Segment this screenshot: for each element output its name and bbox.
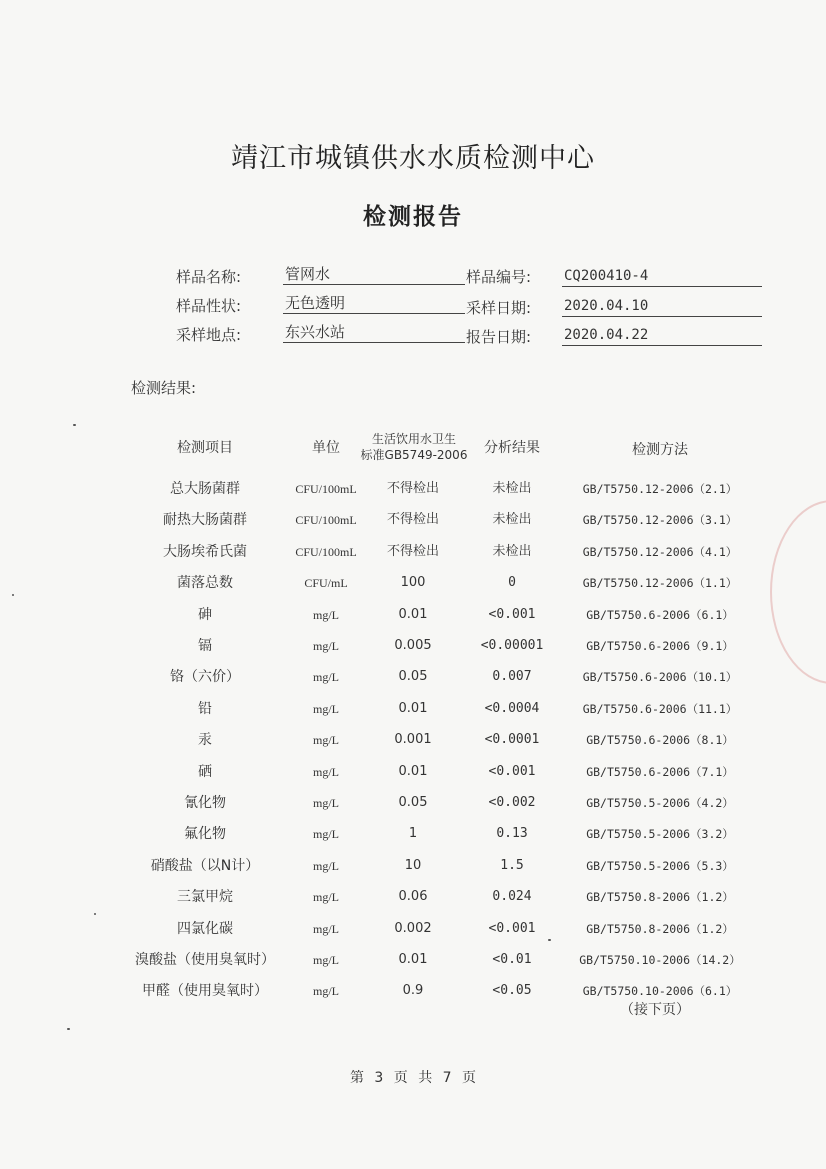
- row-unit: mg/L: [313, 922, 339, 936]
- row-item: 镉: [198, 638, 212, 654]
- row-method: GB/T5750.5-2006（5.3）: [586, 859, 734, 873]
- table-row: [0, 663, 826, 691]
- row-result: <0.0001: [484, 732, 540, 747]
- row-item: 菌落总数: [177, 575, 233, 591]
- row-method: GB/T5750.5-2006（4.2）: [586, 796, 734, 810]
- row-standard: 不得检出: [386, 481, 439, 496]
- row-method: GB/T5750.12-2006（3.1）: [582, 513, 738, 527]
- row-method: GB/T5750.6-2006（7.1）: [586, 765, 734, 779]
- header-standard: [356, 431, 472, 463]
- sampling-date-label: 采样日期:: [466, 299, 532, 317]
- row-item: 铅: [198, 701, 212, 717]
- table-row: [0, 915, 826, 943]
- sample-property-value: 无色透明: [283, 293, 465, 314]
- row-result: 未检出: [492, 544, 532, 559]
- table-row: [0, 632, 826, 660]
- report-title: 检测报告: [363, 204, 463, 230]
- row-standard: 不得检出: [386, 512, 439, 527]
- row-method: GB/T5750.10-2006（14.2）: [579, 953, 741, 967]
- scan-speck: [548, 939, 551, 941]
- report-date-value: 2020.04.22: [562, 325, 762, 346]
- row-method: GB/T5750.5-2006（3.2）: [586, 827, 734, 841]
- row-result: <0.0004: [484, 701, 540, 716]
- row-result: 0.007: [492, 669, 532, 684]
- sample-name-label: 样品名称:: [176, 268, 242, 286]
- row-unit: mg/L: [313, 702, 339, 716]
- row-item: 硝酸盐（以N计）: [150, 858, 260, 874]
- table-row: [0, 977, 826, 1005]
- row-item: 三氯甲烷: [177, 889, 233, 905]
- scan-speck: [67, 1028, 70, 1030]
- row-standard: 100: [400, 575, 426, 590]
- header-method: 检测方法: [632, 442, 688, 458]
- header-unit: 单位: [312, 440, 340, 456]
- row-unit: CFU/mL: [304, 576, 348, 590]
- row-method: GB/T5750.6-2006（10.1）: [582, 670, 738, 684]
- row-standard: 0.01: [398, 701, 428, 716]
- row-method: GB/T5750.12-2006（2.1）: [582, 482, 738, 496]
- row-standard: 0.01: [398, 764, 428, 779]
- row-method: GB/T5750.8-2006（1.2）: [586, 922, 734, 936]
- row-unit: CFU/100mL: [295, 482, 357, 496]
- row-result: 未检出: [492, 481, 532, 496]
- row-result: <0.001: [488, 764, 536, 779]
- report-date-label: 报告日期:: [466, 328, 532, 346]
- sampling-site-label: 采样地点:: [176, 326, 242, 344]
- row-standard: 0.9: [402, 983, 424, 998]
- row-item: 砷: [198, 607, 212, 623]
- scan-speck: [12, 594, 14, 596]
- table-row: [0, 506, 826, 534]
- row-unit: mg/L: [313, 984, 339, 998]
- row-standard: 0.01: [398, 607, 428, 622]
- table-row: [0, 946, 826, 974]
- row-result: 未检出: [492, 512, 532, 527]
- sampling-date-value: 2020.04.10: [562, 296, 762, 317]
- sample-name-value: 管网水: [283, 264, 465, 285]
- row-result: <0.001: [488, 607, 536, 622]
- row-standard: 0.005: [394, 638, 432, 653]
- row-item: 汞: [198, 732, 212, 748]
- row-result: 0.024: [492, 889, 532, 904]
- scan-speck: [73, 424, 76, 426]
- table-row: [0, 695, 826, 723]
- row-item: 总大肠菌群: [170, 481, 240, 497]
- row-result: 1.5: [500, 858, 524, 873]
- row-method: GB/T5750.12-2006（1.1）: [582, 576, 738, 590]
- row-unit: mg/L: [313, 796, 339, 810]
- table-row: [0, 601, 826, 629]
- table-row: [0, 852, 826, 880]
- row-result: <0.00001: [480, 638, 544, 653]
- table-row: [0, 758, 826, 786]
- row-standard: 0.06: [398, 889, 428, 904]
- row-standard: 0.01: [398, 952, 428, 967]
- table-row: [0, 820, 826, 848]
- table-row: [0, 726, 826, 754]
- header-item: 检测项目: [177, 440, 233, 456]
- table-row: [0, 538, 826, 566]
- table-row: [0, 789, 826, 817]
- row-item: 氰化物: [184, 795, 226, 811]
- row-standard: 1: [408, 826, 418, 841]
- row-result: <0.05: [492, 983, 532, 998]
- row-result: <0.002: [488, 795, 536, 810]
- row-method: GB/T5750.6-2006（6.1）: [586, 608, 734, 622]
- sample-no-label: 样品编号:: [466, 268, 532, 286]
- row-unit: mg/L: [313, 608, 339, 622]
- row-unit: mg/L: [313, 670, 339, 684]
- organization-title: 靖江市城镇供水水质检测中心: [231, 143, 595, 174]
- sample-no-value: CQ200410-4: [562, 266, 762, 287]
- row-unit: mg/L: [313, 765, 339, 779]
- continued-note: （接下页）: [620, 1002, 690, 1018]
- row-unit: CFU/100mL: [295, 513, 357, 527]
- row-unit: mg/L: [313, 953, 339, 967]
- table-row: [0, 475, 826, 503]
- row-item: 大肠埃希氏菌: [163, 544, 247, 560]
- sample-property-label: 样品性状:: [176, 297, 242, 315]
- header-standard-line2: 标准GB5749-2006: [360, 448, 468, 462]
- row-item: 耐热大肠菌群: [163, 512, 247, 528]
- row-unit: mg/L: [313, 639, 339, 653]
- page-number: 第 3 页 共 7 页: [349, 1070, 477, 1086]
- row-item: 铬（六价）: [170, 669, 240, 685]
- row-unit: mg/L: [313, 890, 339, 904]
- row-method: GB/T5750.10-2006（6.1）: [582, 984, 738, 998]
- row-item: 溴酸盐（使用臭氧时）: [135, 952, 275, 968]
- row-standard: 0.002: [394, 921, 432, 936]
- row-item: 甲醛（使用臭氧时）: [142, 983, 268, 999]
- row-result: <0.001: [488, 921, 536, 936]
- row-unit: mg/L: [313, 859, 339, 873]
- row-standard: 不得检出: [386, 544, 439, 559]
- table-row: [0, 883, 826, 911]
- sampling-site-value: 东兴水站: [283, 322, 465, 343]
- row-result: 0.13: [496, 826, 528, 841]
- row-unit: mg/L: [313, 733, 339, 747]
- row-method: GB/T5750.6-2006（9.1）: [586, 639, 734, 653]
- row-standard: 0.05: [398, 795, 428, 810]
- row-standard: 0.05: [398, 669, 428, 684]
- row-item: 硒: [198, 764, 212, 780]
- row-standard: 10: [404, 858, 422, 873]
- row-unit: CFU/100mL: [295, 545, 357, 559]
- table-row: [0, 569, 826, 597]
- row-standard: 0.001: [394, 732, 432, 747]
- row-result: 0: [508, 575, 516, 590]
- row-item: 四氯化碳: [177, 921, 233, 937]
- scan-speck: [94, 913, 96, 915]
- row-method: GB/T5750.12-2006（4.1）: [582, 545, 738, 559]
- header-result: 分析结果: [484, 440, 540, 456]
- results-label: 检测结果:: [131, 379, 197, 397]
- row-result: <0.01: [492, 952, 532, 967]
- row-method: GB/T5750.6-2006（11.1）: [582, 702, 738, 716]
- row-method: GB/T5750.6-2006（8.1）: [586, 733, 734, 747]
- row-item: 氟化物: [184, 826, 226, 842]
- row-method: GB/T5750.8-2006（1.2）: [586, 890, 734, 904]
- row-unit: mg/L: [313, 827, 339, 841]
- header-standard-line1: 生活饮用水卫生: [371, 432, 456, 446]
